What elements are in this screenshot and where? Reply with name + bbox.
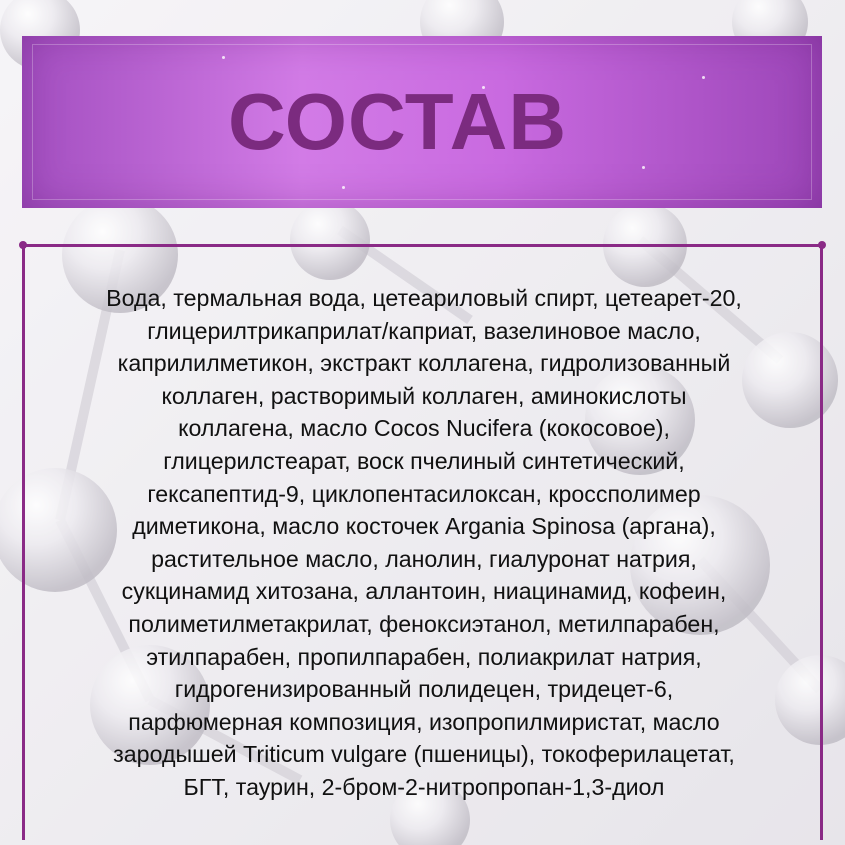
ingredients-line: БГТ, таурин, 2-бром-2-нитропропан-1,3-диол — [183, 773, 665, 800]
ingredients-line: каприлилметикон, экстракт коллагена, гидролизованный — [117, 350, 731, 377]
ingredients-line: глицерилстеарат, воск пчелиный синтетический, — [163, 447, 685, 474]
ingredients-line: гидрогенизированный полидецен, тридецет-6, — [174, 676, 674, 703]
page-title: СОСТАВ — [228, 77, 568, 166]
title-banner — [22, 36, 822, 208]
frame-corner-dot — [818, 241, 826, 249]
ingredients-text — [44, 282, 804, 804]
ingredients-line: коллаген, растворимый коллаген, аминокислоты — [161, 382, 687, 409]
title-container — [22, 36, 822, 208]
ingredients-line: коллагена, масло Cocos Nucifera (кокосовое), — [178, 415, 670, 442]
ingredients-line: парфюмерная композиция, изопропилмиристат, масло — [128, 708, 720, 735]
ingredients-line: зародышей Triticum vulgare (пшеницы), токоферилацетат, — [113, 741, 735, 768]
frame-corner-dot — [19, 241, 27, 249]
ingredients-line: этилпарабен, пропилпарабен, полиакрилат натрия, — [146, 643, 702, 670]
ingredients-line: гексапептид-9, циклопентасилоксан, кроссполимер — [147, 480, 701, 507]
ingredients-line: растительное масло, ланолин, гиалуронат натрия, — [151, 545, 697, 572]
ingredients-line: глицерилтрикаприлат/каприат, вазелиновое масло, — [147, 317, 701, 344]
ingredients-line: Вода, термальная вода, цетеариловый спирт, цетеарет-20, — [106, 285, 742, 311]
ingredients-line: сукцинамид хитозана, аллантоин, ниацинамид, кофеин, — [121, 578, 727, 605]
ingredients-line: диметикона, масло косточек Argania Spinosa (аргана), — [132, 513, 716, 540]
ingredients-line: полиметилметакрилат, феноксиэтанол, метилпарабен, — [128, 610, 720, 637]
